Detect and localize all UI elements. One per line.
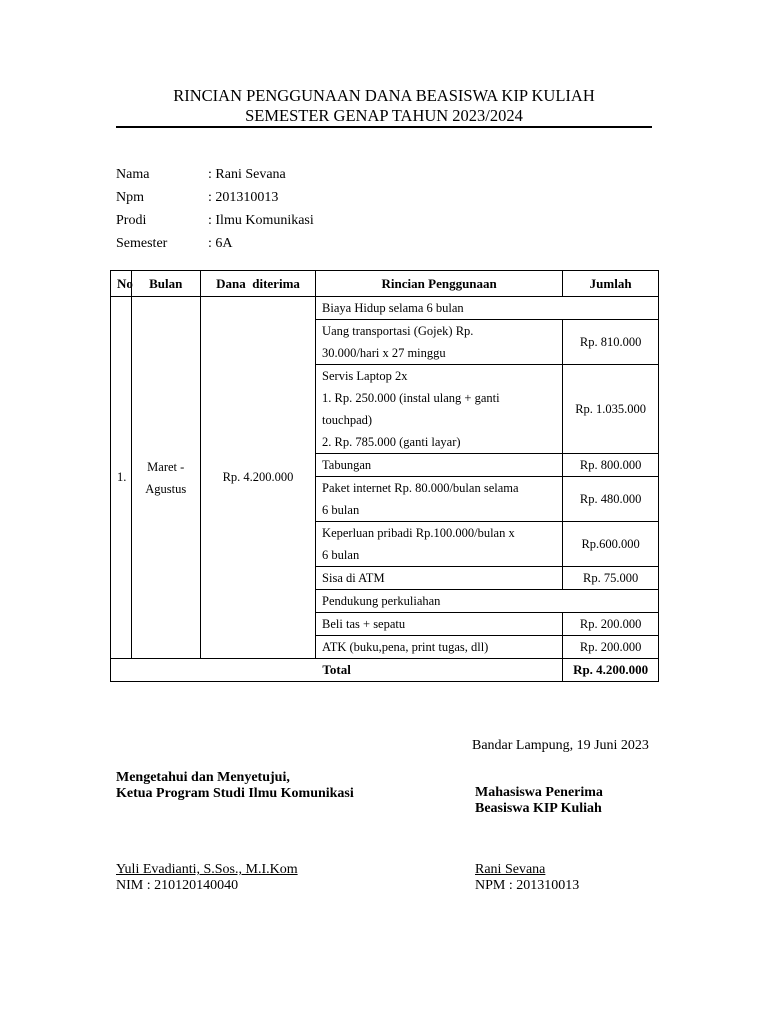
table-header-row: [111, 271, 659, 297]
info-row-npm: [116, 186, 314, 209]
recipient-name: Rani Sevana: [475, 862, 546, 877]
header-no: No: [111, 271, 132, 297]
title-underline: [116, 126, 652, 128]
title-line-2: SEMESTER GENAP TAHUN 2023/2024: [245, 106, 523, 125]
recipient-title-line-2: Beasiswa KIP Kuliah: [475, 801, 602, 816]
recipient-title-line-1: Mahasiswa Penerima: [475, 785, 603, 800]
header-dana: Dana diterima: [200, 271, 315, 297]
cell-dana-diterima: Rp. 4.200.000: [200, 297, 315, 659]
rincian-line: Sisa di ATM: [322, 571, 385, 585]
cell-rincian: [316, 297, 659, 320]
approver-signature: [116, 862, 298, 894]
cell-rincian: [316, 522, 563, 567]
info-label: Prodi: [116, 213, 147, 228]
cell-jumlah: Rp. 810.000: [563, 320, 659, 365]
rincian-line: Paket internet Rp. 80.000/bulan selama: [322, 481, 519, 495]
header-jumlah: Jumlah: [563, 271, 659, 297]
info-row-nama: [116, 163, 314, 186]
rincian-line: Biaya Hidup selama 6 bulan: [322, 301, 464, 315]
recipient-id: NPM : 201310013: [475, 878, 580, 893]
bulan-line: Maret -: [147, 459, 185, 474]
rincian-line: Uang transportasi (Gojek) Rp.: [322, 324, 474, 338]
info-label: Semester: [116, 236, 168, 251]
header-rincian: Rincian Penggunaan: [316, 271, 563, 297]
document-title: [116, 86, 652, 126]
cell-rincian: [316, 365, 563, 454]
cell-jumlah: Rp. 75.000: [563, 567, 659, 590]
table-row: [111, 297, 659, 320]
info-value: : 6A: [208, 236, 233, 251]
cell-rincian: [316, 590, 659, 613]
place-date: Bandar Lampung, 19 Juni 2023: [472, 738, 649, 753]
bulan-line: Agustus: [145, 481, 187, 496]
info-value: : 201310013: [208, 190, 279, 205]
info-row-semester: [116, 232, 314, 255]
rincian-line: Tabungan: [322, 458, 372, 472]
rincian-line: Servis Laptop 2x: [322, 369, 408, 383]
rincian-line: ATK (buku,pena, print tugas, dll): [322, 640, 489, 654]
student-info: [116, 163, 314, 255]
total-value: Rp. 4.200.000: [563, 659, 659, 682]
approver-title: [116, 770, 354, 802]
total-label: Total: [111, 659, 563, 682]
cell-jumlah: Rp. 1.035.000: [563, 365, 659, 454]
cell-rincian: [316, 567, 563, 590]
table-body: [111, 297, 659, 682]
cell-rincian: [316, 320, 563, 365]
cell-jumlah: Rp. 200.000: [563, 636, 659, 659]
info-value: : Rani Sevana: [208, 167, 286, 182]
info-label: Nama: [116, 167, 150, 182]
recipient-signature: [475, 862, 579, 894]
cell-rincian: [316, 636, 563, 659]
cell-bulan: [131, 297, 200, 659]
cell-jumlah: Rp. 480.000: [563, 477, 659, 522]
approver-id: NIM : 210120140040: [116, 878, 239, 893]
title-line-1: RINCIAN PENGGUNAAN DANA BEASISWA KIP KULIAH: [173, 86, 595, 105]
usage-table: [110, 270, 659, 682]
approver-title-line-2: Ketua Program Studi Ilmu Komunikasi: [116, 786, 354, 801]
recipient-title: [475, 785, 603, 817]
rincian-line: touchpad): [322, 413, 373, 427]
total-row: [111, 659, 659, 682]
rincian-line: Beli tas + sepatu: [322, 617, 406, 631]
header-bulan: Bulan: [131, 271, 200, 297]
cell-rincian: [316, 477, 563, 522]
rincian-line: 30.000/hari x 27 minggu: [322, 346, 446, 360]
rincian-line: 6 bulan: [322, 548, 360, 562]
cell-jumlah: Rp.600.000: [563, 522, 659, 567]
info-value: : Ilmu Komunikasi: [208, 213, 314, 228]
approver-title-line-1: Mengetahui dan Menyetujui,: [116, 770, 290, 785]
rincian-line: 2. Rp. 785.000 (ganti layar): [322, 435, 461, 449]
rincian-line: 1. Rp. 250.000 (instal ulang + ganti: [322, 391, 500, 405]
cell-rincian: [316, 613, 563, 636]
info-row-prodi: [116, 209, 314, 232]
cell-no: 1.: [111, 297, 132, 659]
cell-jumlah: Rp. 800.000: [563, 454, 659, 477]
rincian-line: Pendukung perkuliahan: [322, 594, 441, 608]
cell-rincian: [316, 454, 563, 477]
info-label: Npm: [116, 190, 144, 205]
rincian-line: Keperluan pribadi Rp.100.000/bulan x: [322, 526, 515, 540]
cell-jumlah: Rp. 200.000: [563, 613, 659, 636]
rincian-line: 6 bulan: [322, 503, 360, 517]
approver-name: Yuli Evadianti, S.Sos., M.I.Kom: [116, 862, 298, 877]
